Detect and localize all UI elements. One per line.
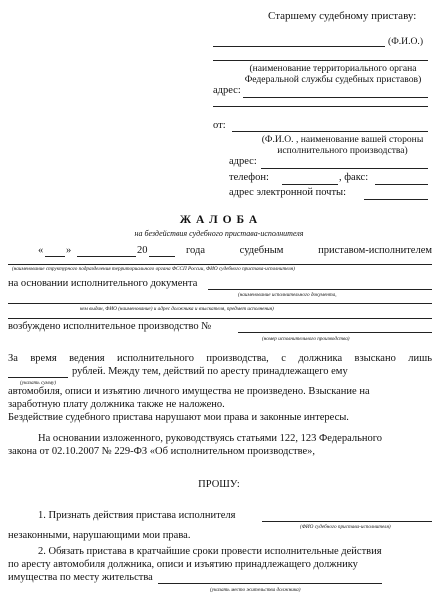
doc-caption: (наименование исполнительного документа, — [238, 292, 337, 298]
day-line — [45, 256, 65, 257]
from-label: от: — [213, 120, 226, 131]
residence-line — [158, 583, 382, 584]
department-caption: (наименование структурного подразделения территориального органа ФССП России, ФИО судебного пристава-исполнителя) — [12, 266, 295, 272]
email-label: адрес электронной почты: — [229, 187, 347, 198]
address2-label: адрес: — [229, 156, 257, 167]
from-line — [232, 131, 428, 132]
year-prefix: 20 — [137, 245, 148, 256]
org-caption-2: Федеральной службы судебных приставов) — [244, 74, 422, 85]
quote-open: « — [38, 245, 44, 256]
phone-label: телефон: — [229, 172, 269, 183]
item1-line1: 1. Признать действия пристава исполнителя — [38, 510, 236, 521]
body-p2-line2: закона от 02.10.2007 № 229-ФЗ «Об исполнительном производстве», — [8, 446, 316, 457]
body-p2-line1: На основании изложенного, руководствуясь статьями 122, 123 Федерального — [38, 433, 383, 444]
addressee-fio-line — [213, 46, 385, 47]
body-p1-line4: заработную плату должника также не наложено. — [8, 399, 225, 410]
address2-line — [261, 168, 428, 169]
body-p1-line2: рублей. Между тем, действий по аресту принадлежащего ему — [72, 366, 348, 377]
item1-line2: незаконными, нарушающими мои права. — [8, 530, 191, 541]
number-line — [238, 332, 432, 333]
basis-line — [208, 289, 432, 290]
sum-caption: (указать сумму) — [20, 380, 57, 386]
address-line — [243, 97, 428, 98]
fax-line — [375, 184, 428, 185]
item2-line1: 2. Обязать пристава в кратчайшие сроки провести исполнительные действия — [38, 546, 382, 557]
item2-line2: по аресту автомобиля должника, описи и изъятию принадлежащего должнику — [8, 559, 358, 570]
bailiff-line — [262, 521, 432, 522]
basis-label: на основании исполнительного документа — [8, 278, 198, 289]
department-line — [8, 264, 432, 265]
initiated-label: возбуждено исполнительное производство № — [8, 321, 212, 332]
date-line-rest: года судебным приставом-исполнителем — [186, 245, 432, 256]
document-subtitle: на бездействия судебного пристава-исполнителя — [134, 229, 304, 238]
issuer-line-2 — [8, 318, 432, 319]
phone-line — [282, 184, 338, 185]
party-caption-1: (Ф.И.О. , наименование вашей стороны — [261, 134, 424, 145]
quote-close: » — [66, 245, 72, 256]
bailiff-caption: (ФИО судебного пристава-исполнителя) — [300, 524, 391, 530]
item2-line3: имущества по месту жительства — [8, 572, 153, 583]
address-label: адрес: — [213, 85, 241, 96]
address-line-2 — [213, 106, 428, 107]
issuer-line — [8, 303, 432, 304]
year-line — [149, 256, 175, 257]
request-heading: ПРОШУ: — [198, 479, 240, 490]
org-caption-1: (наименование территориального органа — [249, 63, 417, 74]
number-caption: (номер исполнительного производства) — [262, 336, 350, 342]
email-line — [364, 199, 428, 200]
body-p1-line3: автомобиля, описи и изъятию личного имущества не произведено. Взыскание на — [8, 386, 370, 397]
org-line — [213, 60, 428, 61]
sum-line — [8, 377, 68, 378]
fio-caption: (Ф.И.О.) — [388, 36, 424, 47]
party-caption-2: исполнительного производства) — [277, 145, 408, 156]
month-line — [77, 256, 136, 257]
fax-label: , факс: — [339, 172, 369, 183]
addressee-label: Старшему судебному приставу: — [268, 10, 417, 22]
body-p1-line1: За время ведения исполнительного производства, с должника взыскано лишь — [8, 353, 432, 364]
body-p1-line5: Бездействие судебного пристава нарушают мои права и законные интересы. — [8, 412, 349, 423]
document-title: Ж А Л О Б А — [179, 214, 259, 226]
residence-caption: (указать место жительства должника) — [210, 587, 301, 593]
issuer-caption: кем выдан, ФИО (наименование) и адрес должника и взыскателя, предмет исполнения) — [80, 306, 274, 312]
